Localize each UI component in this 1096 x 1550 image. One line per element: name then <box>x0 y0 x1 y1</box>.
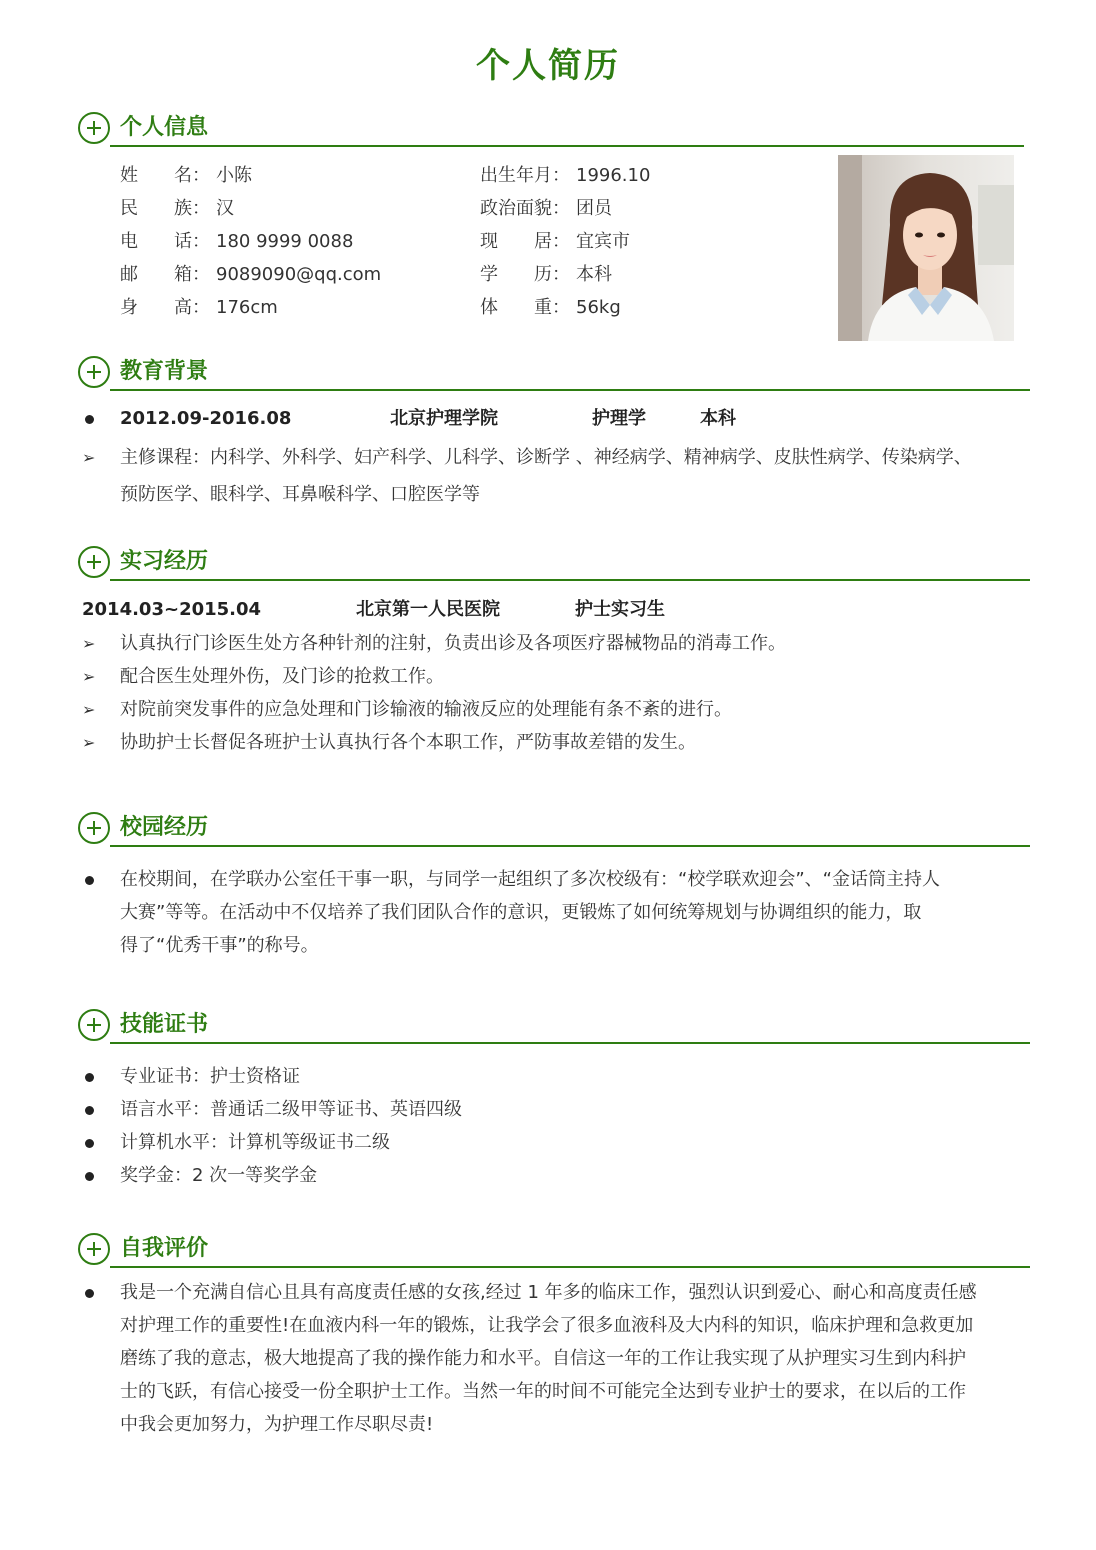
internship-item: 配合医生处理外伤，及门诊的抢救工作。 <box>120 666 444 687</box>
campus-line: 得了“优秀干事”的称号。 <box>120 935 319 956</box>
bullet-dot-icon <box>85 1289 94 1298</box>
info-row-height <box>120 296 278 320</box>
info-label: 姓 名： <box>120 165 210 186</box>
section-title: 技能证书 <box>120 1012 209 1037</box>
internship-hospital: 北京第一人民医院 <box>356 599 500 620</box>
info-value: 小陈 <box>216 165 252 186</box>
info-value: 180 9999 0088 <box>216 231 354 252</box>
arrow-bullet-icon: ➢ <box>82 448 96 467</box>
section-divider <box>110 1266 1030 1268</box>
info-row-phone <box>120 230 353 254</box>
arrow-bullet-icon: ➢ <box>82 634 96 653</box>
education-school: 北京护理学院 <box>390 408 498 429</box>
campus-line: 在校期间，在学联办公室任干事一职，与同学一起组织了多次校级有：“校学联欢迎会”、“金话筒主持人 <box>120 869 940 890</box>
education-period: 2012.09-2016.08 <box>120 408 292 429</box>
info-label: 民 族： <box>120 198 210 219</box>
section-divider <box>110 1042 1030 1044</box>
self-eval-line: 士的飞跃，有信心接受一份全职护士工作。当然一年的时间不可能完全达到专业护士的要求，在以后的工作 <box>120 1381 966 1402</box>
section-title: 实习经历 <box>120 549 209 574</box>
arrow-bullet-icon: ➢ <box>82 733 96 752</box>
info-row-residence <box>480 230 630 254</box>
info-row-email <box>120 263 381 287</box>
section-title: 个人信息 <box>120 115 209 140</box>
bullet-dot-icon <box>85 876 94 885</box>
section-title: 教育背景 <box>120 359 209 384</box>
plus-circle-icon <box>78 546 110 578</box>
internship-item: 对院前突发事件的应急处理和门诊输液的输液反应的处理能有条不紊的进行。 <box>120 699 732 720</box>
arrow-bullet-icon: ➢ <box>82 700 96 719</box>
education-courses-line: 预防医学、眼科学、耳鼻喉科学、口腔医学等 <box>120 484 480 505</box>
plus-circle-icon <box>78 1009 110 1041</box>
bullet-dot-icon <box>85 1139 94 1148</box>
internship-role: 护士实习生 <box>575 599 665 620</box>
info-value: 56kg <box>576 297 621 318</box>
info-row-weight <box>480 296 621 320</box>
info-label: 政治面貌： <box>480 198 570 219</box>
skill-item: 计算机水平：计算机等级证书二级 <box>120 1132 390 1153</box>
internship-period: 2014.03~2015.04 <box>82 599 262 620</box>
bullet-dot-icon <box>85 1172 94 1181</box>
education-major: 护理学 <box>592 408 646 429</box>
section-divider <box>110 145 1024 147</box>
section-divider <box>110 579 1030 581</box>
info-label: 体 重： <box>480 297 570 318</box>
info-label: 出生年月： <box>480 165 570 186</box>
self-eval-line: 我是一个充满自信心且具有高度责任感的女孩,经过 1 年多的临床工作，强烈认识到爱心、耐心和高度责任感 <box>120 1282 977 1303</box>
bullet-dot-icon <box>85 415 94 424</box>
section-divider <box>110 389 1030 391</box>
profile-photo <box>838 155 1014 341</box>
bullet-dot-icon <box>85 1073 94 1082</box>
info-value: 团员 <box>576 198 612 219</box>
education-courses-line: 主修课程：内科学、外科学、妇产科学、儿科学、诊断学 、神经病学、精神病学、皮肤性病学、传染病学、 <box>120 447 972 468</box>
info-label: 现 居： <box>480 231 570 252</box>
skill-item: 语言水平：普通话二级甲等证书、英语四级 <box>120 1099 462 1120</box>
info-value: 宜宾市 <box>576 231 630 252</box>
info-row-ethnicity <box>120 197 234 221</box>
self-eval-line: 对护理工作的重要性!在血液内科一年的锻炼，让我学会了很多血液科及大内科的知识，临床护理和急救更加 <box>120 1315 974 1336</box>
info-value: 本科 <box>576 264 612 285</box>
info-row-political <box>480 197 612 221</box>
section-title: 校园经历 <box>120 815 209 840</box>
info-value: 9089090@qq.com <box>216 264 382 285</box>
info-value: 1996.10 <box>576 165 651 186</box>
skill-item: 奖学金：2 次一等奖学金 <box>120 1165 318 1186</box>
section-divider <box>110 845 1030 847</box>
bullet-dot-icon <box>85 1106 94 1115</box>
internship-item: 协助护士长督促各班护士认真执行各个本职工作，严防事故差错的发生。 <box>120 732 696 753</box>
info-row-education <box>480 263 612 287</box>
plus-circle-icon <box>78 356 110 388</box>
skill-item: 专业证书：护士资格证 <box>120 1066 300 1087</box>
info-row-name <box>120 164 252 188</box>
info-row-birth <box>480 164 650 188</box>
self-eval-line: 磨练了我的意志，极大地提高了我的操作能力和水平。自信这一年的工作让我实现了从护理实习生到内科护 <box>120 1348 966 1369</box>
education-degree: 本科 <box>700 408 736 429</box>
plus-circle-icon <box>78 1233 110 1265</box>
campus-line: 大赛”等等。在活动中不仅培养了我们团队合作的意识，更锻炼了如何统筹规划与协调组织的能力，取 <box>120 902 922 923</box>
info-label: 电 话： <box>120 231 210 252</box>
plus-circle-icon <box>78 812 110 844</box>
self-eval-line: 中我会更加努力，为护理工作尽职尽责! <box>120 1414 434 1435</box>
plus-circle-icon <box>78 112 110 144</box>
info-value: 176cm <box>216 297 278 318</box>
info-label: 身 高： <box>120 297 210 318</box>
info-label: 学 历： <box>480 264 570 285</box>
arrow-bullet-icon: ➢ <box>82 667 96 686</box>
info-value: 汉 <box>216 198 234 219</box>
page-title: 个人简历 <box>476 46 620 86</box>
section-title: 自我评价 <box>120 1236 209 1261</box>
internship-item: 认真执行门诊医生处方各种针剂的注射，负责出诊及各项医疗器械物品的消毒工作。 <box>120 633 786 654</box>
info-label: 邮 箱： <box>120 264 210 285</box>
